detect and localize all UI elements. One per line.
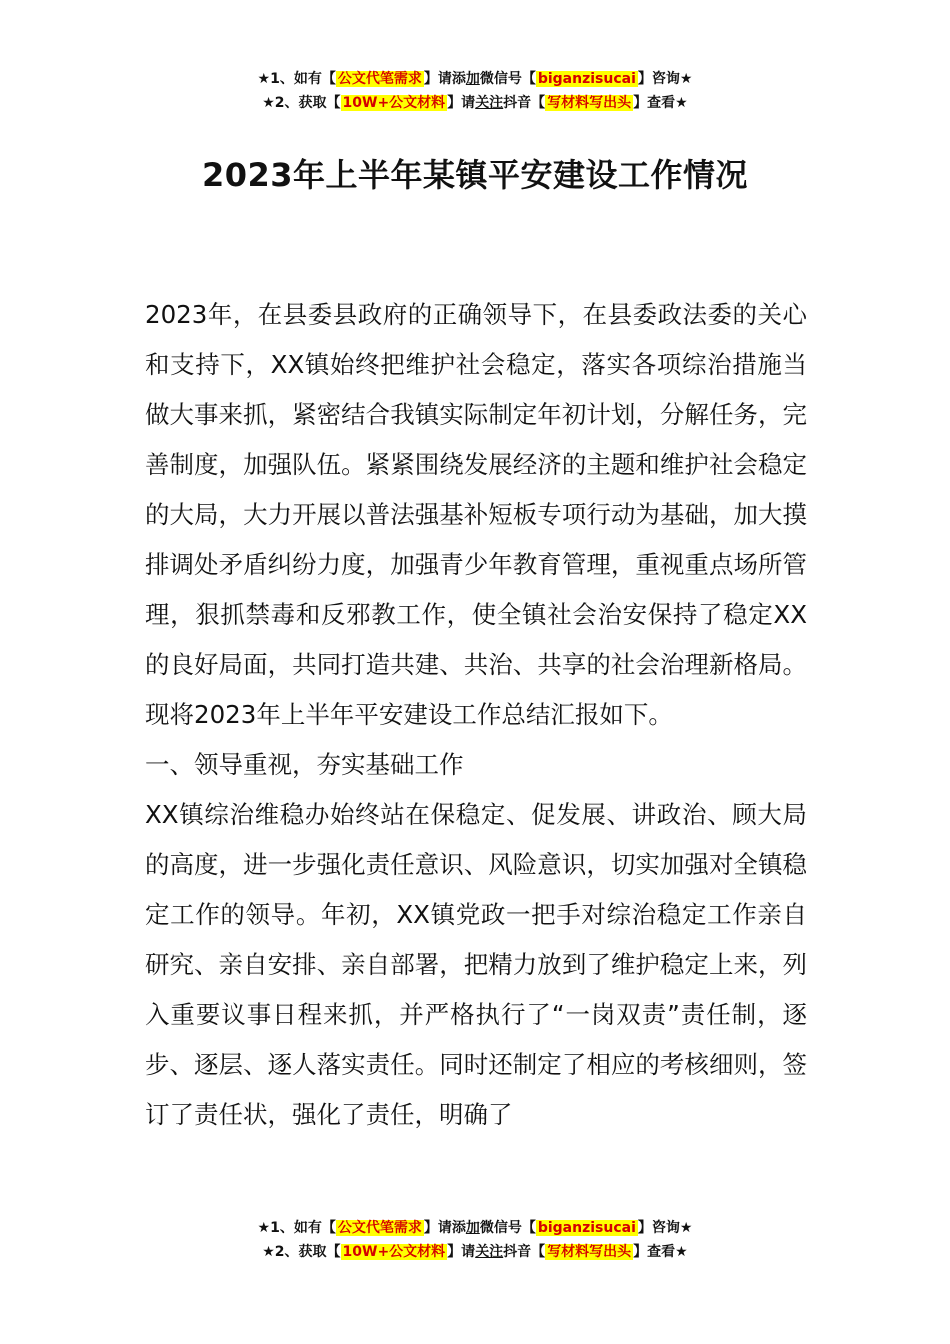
douyin-id-highlight: 写材料写出头 <box>547 95 632 111</box>
highlight-text: 公文代笔需求 <box>337 1220 422 1236</box>
footer-banner <box>0 1216 950 1264</box>
wechat-id-highlight: biganzisucai <box>537 1220 636 1236</box>
banner-text: 】查看★ <box>633 95 688 111</box>
banner-text: ★2、获取【 <box>262 1244 341 1260</box>
banner-text: 】咨询★ <box>637 1220 693 1236</box>
banner-line-1 <box>0 1216 950 1240</box>
highlight-text: 公文代笔需求 <box>337 71 422 87</box>
banner-text: 微信号【 <box>479 1220 536 1236</box>
document-title: 2023年上半年某镇平安建设工作情况 <box>201 156 749 194</box>
banner-text: 】咨询★ <box>637 71 693 87</box>
wechat-id-highlight: biganzisucai <box>537 71 636 87</box>
douyin-id-highlight: 写材料写出头 <box>547 1244 632 1260</box>
underlined-text: 加 <box>465 1220 480 1236</box>
header-banner <box>0 67 950 115</box>
underlined-text: 关注 <box>475 95 504 111</box>
underlined-text: 关注 <box>475 1244 504 1260</box>
banner-text: ★1、如有【 <box>257 71 336 87</box>
banner-line-2 <box>0 91 950 115</box>
document-body <box>145 290 807 1140</box>
banner-line-2 <box>0 1240 950 1264</box>
banner-text: 】请 <box>447 1244 476 1260</box>
banner-text: 微信号【 <box>479 71 536 87</box>
banner-text: 】请 <box>447 95 476 111</box>
banner-text: ★1、如有【 <box>257 1220 336 1236</box>
banner-text: 抖音【 <box>503 1244 546 1260</box>
banner-text: 】查看★ <box>633 1244 688 1260</box>
banner-text: ★2、获取【 <box>262 95 341 111</box>
banner-text: 抖音【 <box>503 95 546 111</box>
paragraph-intro: 2023年，在县委县政府的正确领导下，在县委政法委的关心和支持下，XX镇始终把维护社会稳定，落实各项综治措施当做大事来抓，紧密结合我镇实际制定年初计划，分解任务，完善制度，加强队伍。紧紧围绕发展经济的主题和维护社会稳定的大局，大力开展以普法强基补短板专项行动为基础，加大摸排调处矛盾纠纷力度，加强青少年教育管理，重视重点场所管理，狠抓禁毒和反邪教工作，使全镇社会治安保持了稳定XX的良好局面，共同打造共建、共治、共享的社会治理新格局。现将2023年上半年平安建设工作总结汇报如下。 <box>145 300 807 729</box>
highlight-text: 10W+公文材料 <box>342 95 446 111</box>
highlight-text: 10W+公文材料 <box>342 1244 446 1260</box>
banner-line-1 <box>0 67 950 91</box>
banner-text: 】请添 <box>423 1220 466 1236</box>
underlined-text: 加 <box>465 71 480 87</box>
paragraph-section-1: XX镇综治维稳办始终站在保稳定、促发展、讲政治、顾大局的高度，进一步强化责任意识、风险意识，切实加强对全镇稳定工作的领导。年初，XX镇党政一把手对综治稳定工作亲自研究、亲自安排、亲自部署，把精力放到了维护稳定上来，列入重要议事日程来抓，并严格执行了“一岗双责”责任制，逐步、逐层、逐人落实责任。同时还制定了相应的考核细则，签订了责任状，强化了责任，明确了 <box>145 800 807 1129</box>
banner-text: 】请添 <box>423 71 466 87</box>
section-heading: 一、领导重视，夯实基础工作 <box>145 750 464 779</box>
